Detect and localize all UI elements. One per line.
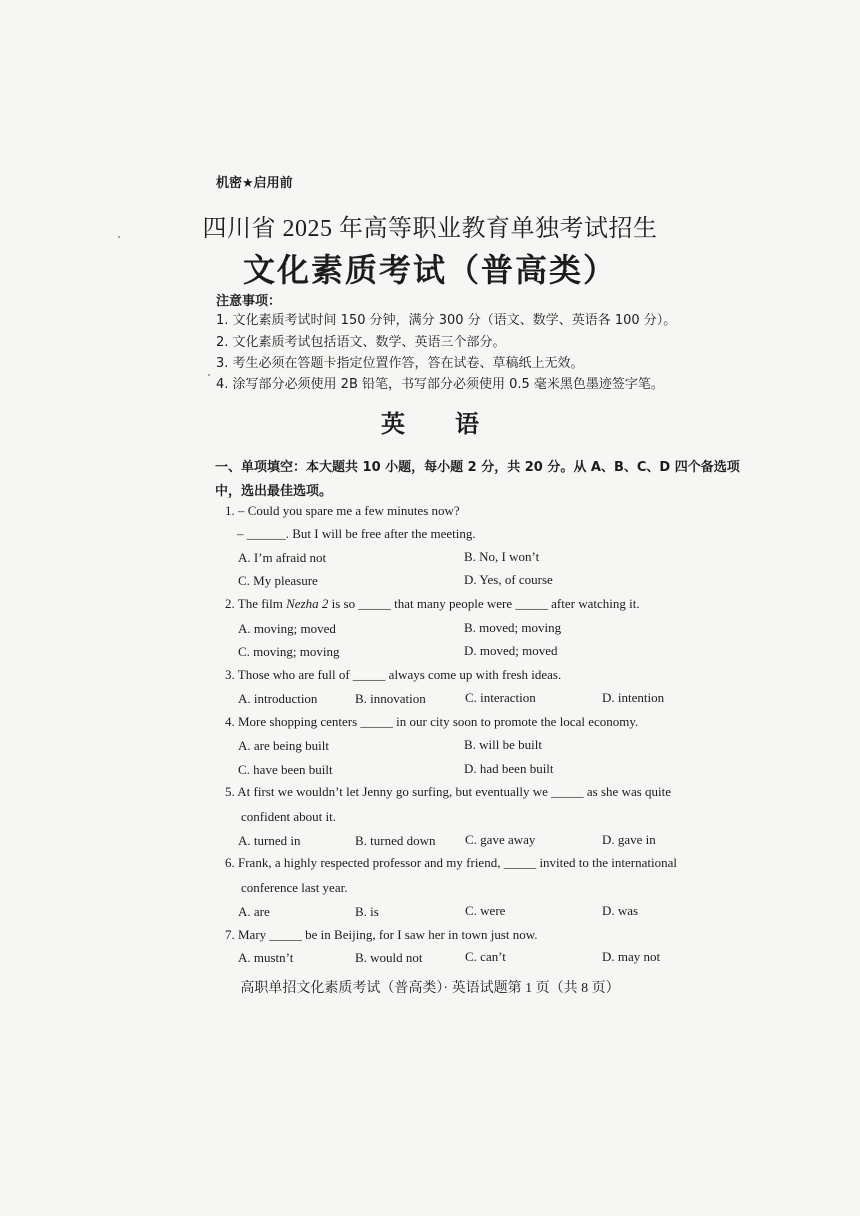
option-c: C. moving; moving xyxy=(238,644,340,659)
option-c: C. have been built xyxy=(238,762,333,777)
stem-text: 2. The film xyxy=(225,596,287,611)
option-d: D. gave in xyxy=(602,832,656,847)
exam-title-line1: 四川省 2025 年高等职业教育单独考试招生 xyxy=(202,216,658,242)
question-stem: 1. – Could you spare me a few minutes now? xyxy=(225,503,460,518)
option-a: A. introduction xyxy=(238,691,318,706)
option-a: A. mustn’t xyxy=(238,950,294,965)
question-stem: 7. Mary _____ be in Beijing, for I saw her in town just now. xyxy=(225,927,538,942)
notice-item: 3. 考生必须在答题卡指定位置作答，答在试卷、草稿纸上无效。 xyxy=(216,356,584,371)
section-heading: 一、单项填空：本大题共 10 小题，每小题 2 分，共 20 分。从 A、B、C、D 四个备选项中，选出最佳选项。 xyxy=(215,460,740,499)
question-stem: 5. At first we wouldn’t let Jenny go surfing, but eventually we _____ as she was quite xyxy=(225,784,672,799)
option-b: B. will be built xyxy=(464,737,542,752)
option-c: C. gave away xyxy=(465,832,536,847)
option-d: D. Yes, of course xyxy=(464,572,553,587)
option-a: A. I’m afraid not xyxy=(238,550,327,565)
stem-text: is so _____ that many people were _____ after watching it. xyxy=(328,596,640,611)
notice-item: 4. 涂写部分必须使用 2B 铅笔，书写部分必须使用 0.5 毫米黑色墨迹签字笔。 xyxy=(216,377,664,392)
option-d: D. moved; moved xyxy=(464,643,558,658)
question-stem xyxy=(225,596,640,612)
notice-heading: 注意事项： xyxy=(216,294,282,309)
option-c: C. My pleasure xyxy=(238,573,318,588)
option-c: C. were xyxy=(465,903,506,918)
question-stem: 3. Those who are full of _____ always come up with fresh ideas. xyxy=(225,667,562,682)
option-d: D. intention xyxy=(602,690,665,705)
option-a: A. turned in xyxy=(238,833,301,848)
subject-title: 英 语 xyxy=(381,412,501,438)
option-c: C. can’t xyxy=(465,949,506,964)
film-title: Nezha 2 xyxy=(286,596,329,611)
notice-item: 1. 文化素质考试时间 150 分钟，满分 300 分（语文、数学、英语各 100 分）。 xyxy=(216,313,677,328)
option-b: B. innovation xyxy=(355,691,426,706)
scan-speck xyxy=(208,374,210,376)
confidential-label: 机密★启用前 xyxy=(216,176,293,191)
question-stem: conference last year. xyxy=(241,880,348,895)
option-b: B. is xyxy=(355,904,379,919)
notice-item: 2. 文化素质考试包括语文、数学、英语三个部分。 xyxy=(216,335,506,350)
page-footer: 高职单招文化素质考试（普高类）· 英语试题第 1 页（共 8 页） xyxy=(240,981,620,996)
question-stem: confident about it. xyxy=(241,809,336,824)
option-c: C. interaction xyxy=(465,690,536,705)
option-b: B. turned down xyxy=(355,833,436,848)
question-stem: 4. More shopping centers _____ in our city soon to promote the local economy. xyxy=(225,714,639,729)
option-b: B. No, I won’t xyxy=(464,549,540,564)
option-a: A. moving; moved xyxy=(238,621,336,636)
option-d: D. was xyxy=(602,903,639,918)
option-d: D. had been built xyxy=(464,761,554,776)
option-a: A. are being built xyxy=(238,738,329,753)
exam-title-line2: 文化素质考试（普高类） xyxy=(242,252,617,288)
option-b: B. moved; moving xyxy=(464,620,562,635)
option-b: B. would not xyxy=(355,950,423,965)
question-stem: – ______. But I will be free after the meeting. xyxy=(237,526,476,541)
option-d: D. may not xyxy=(602,949,661,964)
question-stem: 6. Frank, a highly respected professor and my friend, _____ invited to the international xyxy=(225,855,677,870)
option-a: A. are xyxy=(238,904,270,919)
